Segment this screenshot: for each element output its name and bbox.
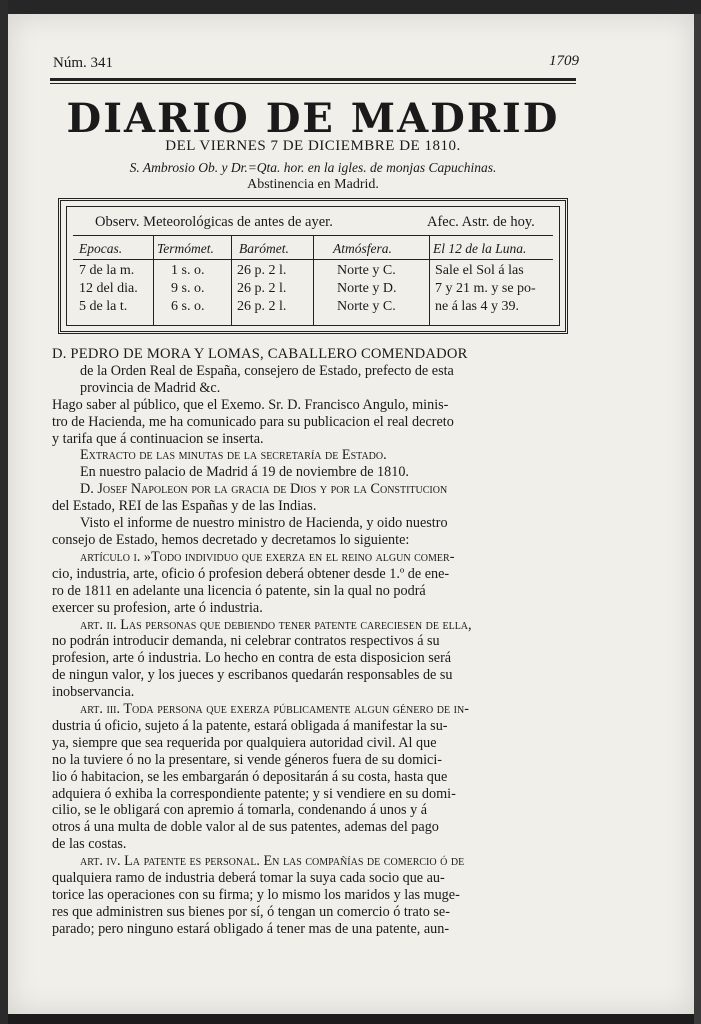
cell-termometro: 1 s. o.: [171, 263, 205, 278]
text-line: ya, siempre que sea requerida por qualquiera autoridad civil. Al que: [52, 734, 437, 751]
cell-barometro: 26 p. 2 l.: [237, 263, 287, 278]
text-line: D. PEDRO DE MORA Y LOMAS, CABALLERO COMENDADOR: [52, 346, 468, 362]
col-divider: [313, 235, 314, 325]
text-line: adquiera ó exhiba la correspondiente patente; y si vendiere en su domi-: [52, 785, 456, 802]
text-line: Extracto de las minutas de la secretaría de Estado.: [80, 447, 387, 464]
cell-termometro: 6 s. o.: [171, 299, 205, 314]
masthead-title: DIARIO DE MADRID: [66, 95, 560, 142]
text-line: lio ó habitacion, se les embargarán ó depositarán á su costa, hasta que: [52, 768, 448, 785]
text-line: artículo i. »Todo individuo que exerza en el reino algun comer-: [80, 548, 455, 565]
text-line: no podrán introducir demanda, ni celebrar contratos respectivos á su: [52, 633, 440, 650]
col-header-luna: El 12 de la Luna.: [433, 241, 527, 256]
col-header-termometro: Termómet.: [157, 241, 214, 256]
col-header-epocas: Epocas.: [79, 241, 123, 256]
text-line: provincia de Madrid &c.: [80, 379, 221, 396]
text-line: no la tuviere ó no la presentare, si vende géneros fuera de su domici-: [52, 751, 443, 768]
text-line: art. ii. Las personas que debiendo tener patente careciesen de ella,: [80, 616, 472, 633]
cell-atmosfera: Norte y D.: [337, 281, 397, 296]
cell-atmosfera: Norte y C.: [337, 263, 396, 278]
col-divider: [429, 235, 430, 325]
astro-line: ne á las 4 y 39.: [435, 299, 519, 314]
scan-spine: [0, 0, 8, 1024]
text-line: art. iv. La patente es personal. En las compañías de comercio ó de: [80, 853, 465, 870]
text-line: de ningun valor, y los jueces y escribanos quedarán responsables de su: [52, 667, 453, 684]
cell-barometro: 26 p. 2 l.: [237, 281, 287, 296]
cell-barometro: 26 p. 2 l.: [237, 299, 287, 314]
text-line: exercer su profesion, arte ó industria.: [52, 599, 263, 616]
text-line: qualquiera ramo de industria deberá tomar la suya cada socio que au-: [52, 870, 445, 887]
col-divider: [153, 235, 154, 325]
text-line: dustria ú oficio, sujeto á la patente, estará obligada á manifestar la su-: [52, 717, 448, 734]
cell-atmosfera: Norte y C.: [337, 299, 396, 314]
cell-epoca: 5 de la t.: [79, 299, 128, 314]
weather-heading: Observ. Meteorológicas de antes de ayer.: [95, 214, 333, 230]
page-number: 1709: [549, 53, 579, 69]
text-line: ro de 1811 en adelante una licencia ó patente, sin la qual no podrá: [52, 582, 426, 599]
text-line: cio, industria, arte, oficio ó profesion deberá obtener desde 1.º de ene-: [52, 565, 450, 582]
text-line: art. iii. Toda persona que exerza públicamente algun género de in-: [80, 701, 469, 718]
article-body: [52, 346, 578, 938]
text-line: consejo de Estado, hemos decretado y decretamos lo siguiente:: [52, 531, 410, 548]
text-line: Visto el informe de nuestro ministro de Hacienda, y oido nuestro: [80, 515, 448, 532]
text-line: otros á una multa de doble valor al de sus patentes, ademas del pago: [52, 819, 439, 836]
saints-line: S. Ambrosio Ob. y Dr.=Qta. hor. en la igles. de monjas Capuchinas.: [129, 160, 497, 175]
text-line: D. Josef Napoleon por la gracia de Dios y por la Constitucion: [80, 481, 448, 498]
text-line: tro de Hacienda, me ha comunicado para su publicacion el real decreto: [52, 413, 454, 430]
header-rule-thin: [50, 83, 576, 84]
weather-table: [58, 198, 568, 334]
text-line: parado; pero ninguno estará obligado á tener mas de una patente, aun-: [52, 920, 450, 937]
text-line: cilio, se le obligará con apremio á tomarla, condenando á unos y á: [52, 802, 428, 819]
astro-line: 7 y 21 m. y se po-: [435, 281, 536, 296]
header-rule: [50, 78, 576, 81]
astro-line: Sale el Sol á las: [435, 263, 524, 278]
text-line: En nuestro palacio de Madrid á 19 de noviembre de 1810.: [80, 464, 409, 481]
col-header-barometro: Barómet.: [239, 241, 289, 256]
text-line: Hago saber al público, que el Exemo. Sr. D. Francisco Angulo, minis-: [52, 396, 449, 413]
col-divider: [231, 235, 232, 325]
date-line: DEL VIERNES 7 DE DICIEMBRE DE 1810.: [165, 138, 461, 154]
text-line: inobservancia.: [52, 684, 135, 701]
weather-table-inner: [66, 206, 560, 326]
cell-termometro: 9 s. o.: [171, 281, 205, 296]
astro-heading: Afec. Astr. de hoy.: [427, 214, 535, 230]
issue-number: Núm. 341: [53, 55, 113, 71]
scan-top-border: [8, 0, 701, 14]
text-line: de la Orden Real de España, consejero de Estado, prefecto de esta: [80, 362, 454, 379]
text-line: res que administren sus bienes por sí, ó tengan un comercio ó trato se-: [52, 903, 450, 920]
abstinence-line: Abstinencia en Madrid.: [247, 177, 379, 192]
text-line: y tarifa que á continuacion se inserta.: [52, 430, 264, 447]
text-line: del Estado, REI de las Españas y de las Indias.: [52, 498, 317, 515]
col-header-atmosfera: Atmósfera.: [333, 241, 392, 256]
cell-epoca: 12 del dia.: [79, 281, 138, 296]
text-line: de las costas.: [52, 836, 127, 853]
text-line: torice las operaciones con su firma; y lo mismo los maridos y las muge-: [52, 887, 460, 903]
text-line: profesion, arte ó industria. Lo hecho en contra de esta disposicion será: [52, 650, 452, 667]
cell-epoca: 7 de la m.: [79, 263, 135, 278]
scan-right-edge: [694, 14, 701, 1024]
